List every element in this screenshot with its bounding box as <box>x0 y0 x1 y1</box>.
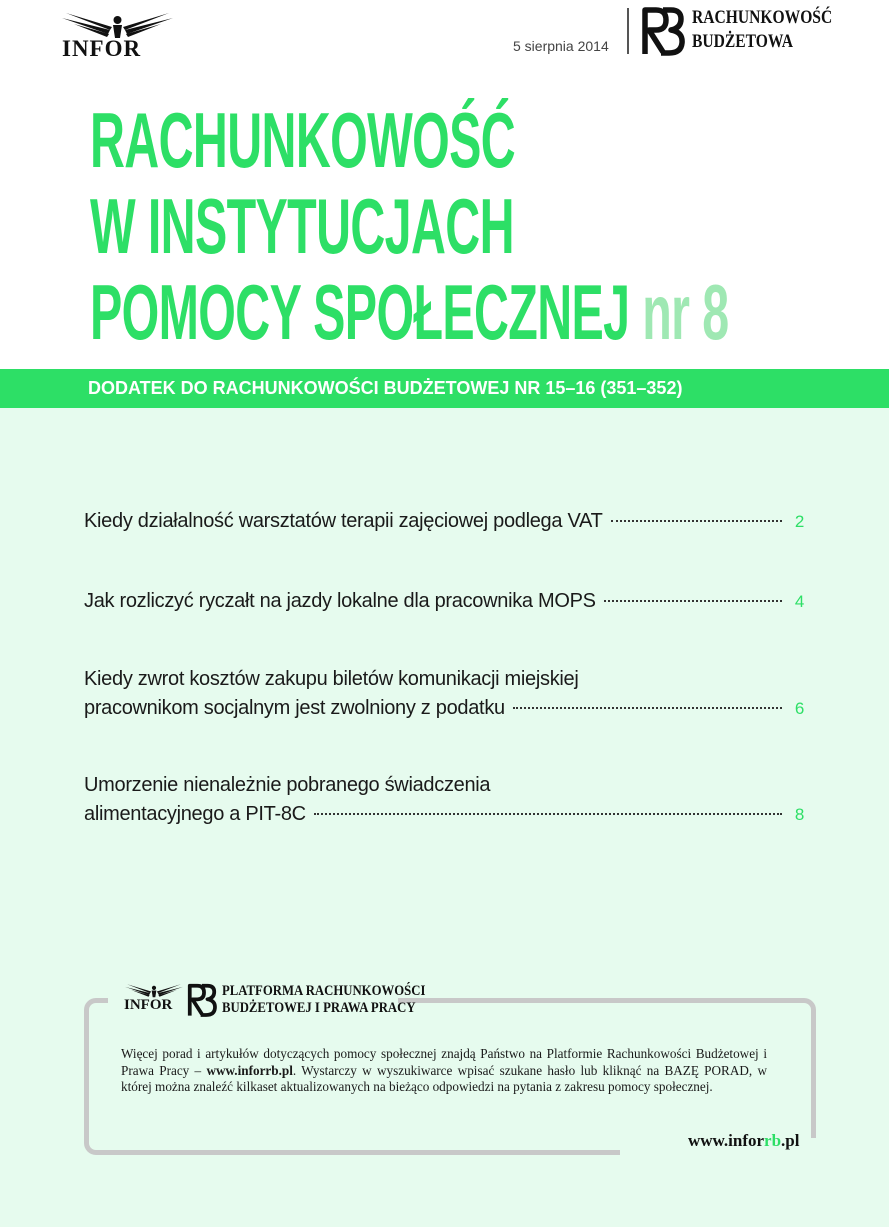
supplement-text: DODATEK DO RACHUNKOWOŚCI BUDŻETOWEJ NR 15–16 (351–352) <box>88 378 683 398</box>
website-url[interactable] <box>688 1131 799 1151</box>
title-line1: RACHUNKOWOŚĆ <box>90 96 516 184</box>
toc-text: Umorzenie nienależnie pobranego świadczenia <box>84 774 491 796</box>
platform-link[interactable]: www.inforrb.pl <box>206 1062 293 1078</box>
platform-infor-logo <box>124 983 184 1017</box>
brand-title <box>692 6 832 54</box>
toc-item[interactable] <box>84 771 804 829</box>
infor-logo <box>60 12 175 62</box>
toc-item[interactable] <box>84 665 804 723</box>
header-divider <box>627 8 629 54</box>
brand-title-line2: BUDŻETOWA <box>692 31 794 52</box>
toc-text: Kiedy działalność warsztatów terapii zajęciowej podlega VAT <box>84 510 603 532</box>
toc-line <box>84 771 804 800</box>
issue-number: nr 8 <box>642 268 729 356</box>
title-line2: W INSTYTUCJACH <box>90 182 514 270</box>
url-part2: rb <box>764 1131 782 1150</box>
toc-leader <box>513 707 782 709</box>
toc-page-number: 6 <box>794 699 804 718</box>
platform-infor-wordmark: INFOR <box>124 997 173 1013</box>
toc-text: Kiedy zwrot kosztów zakupu biletów komunikacji miejskiej <box>84 668 579 690</box>
toc-text: pracownikom socjalnym jest zwolniony z podatku <box>84 697 505 719</box>
brand-title-line1: RACHUNKOWOŚĆ <box>692 7 833 28</box>
supplement-band <box>0 369 889 408</box>
toc-leader <box>314 813 782 815</box>
rb-logo-icon <box>187 983 217 1017</box>
platform-title <box>222 983 425 1017</box>
toc-page-number: 8 <box>794 805 804 824</box>
toc-line <box>84 694 804 723</box>
toc-line <box>84 800 804 829</box>
toc-leader <box>611 520 783 522</box>
toc-item[interactable] <box>84 507 804 536</box>
toc-line <box>84 665 804 694</box>
url-part1: www.infor <box>688 1131 765 1150</box>
toc-line <box>84 587 804 616</box>
toc-text: alimentacyjnego a PIT-8C <box>84 803 306 825</box>
platform-text-part1: Więcej porad i artykułów dotyczących pomocy społecznej znajdą Państwo na Platformie Rachunkowości Budżetowej i Prawa Pracy – <box>121 1046 767 1078</box>
title-line3 <box>90 269 728 355</box>
issue-date: 5 sierpnia 2014 <box>513 38 609 54</box>
rb-logo-icon <box>641 6 685 56</box>
title-line3-text: POMOCY SPOŁECZNEJ <box>90 268 630 356</box>
platform-description <box>121 1046 767 1096</box>
cover-title <box>90 97 889 355</box>
toc-leader <box>604 600 782 602</box>
toc-line <box>84 507 804 536</box>
platform-title-line2: BUDŻETOWEJ I PRAWA PRACY <box>222 1000 416 1016</box>
toc-item[interactable] <box>84 587 804 616</box>
toc-text: Jak rozliczyć ryczałt na jazdy lokalne dla pracownika MOPS <box>84 590 596 612</box>
toc-page-number: 4 <box>794 592 804 611</box>
platform-title-line1: PLATFORMA RACHUNKOWOŚCI <box>222 983 426 999</box>
infor-wordmark: INFOR <box>62 36 142 61</box>
platform-text-part2: . Wystarczy w wyszukiwarce wpisać szukane hasło lub kliknąć na BAZĘ PORAD, w której można znaleźć kilkaset aktualizowanych na bieżąco odpowiedzi na pytania z zakresu pomocy społecznej. <box>121 1062 767 1094</box>
url-part3: .pl <box>781 1131 800 1150</box>
toc-page-number: 2 <box>794 512 804 531</box>
